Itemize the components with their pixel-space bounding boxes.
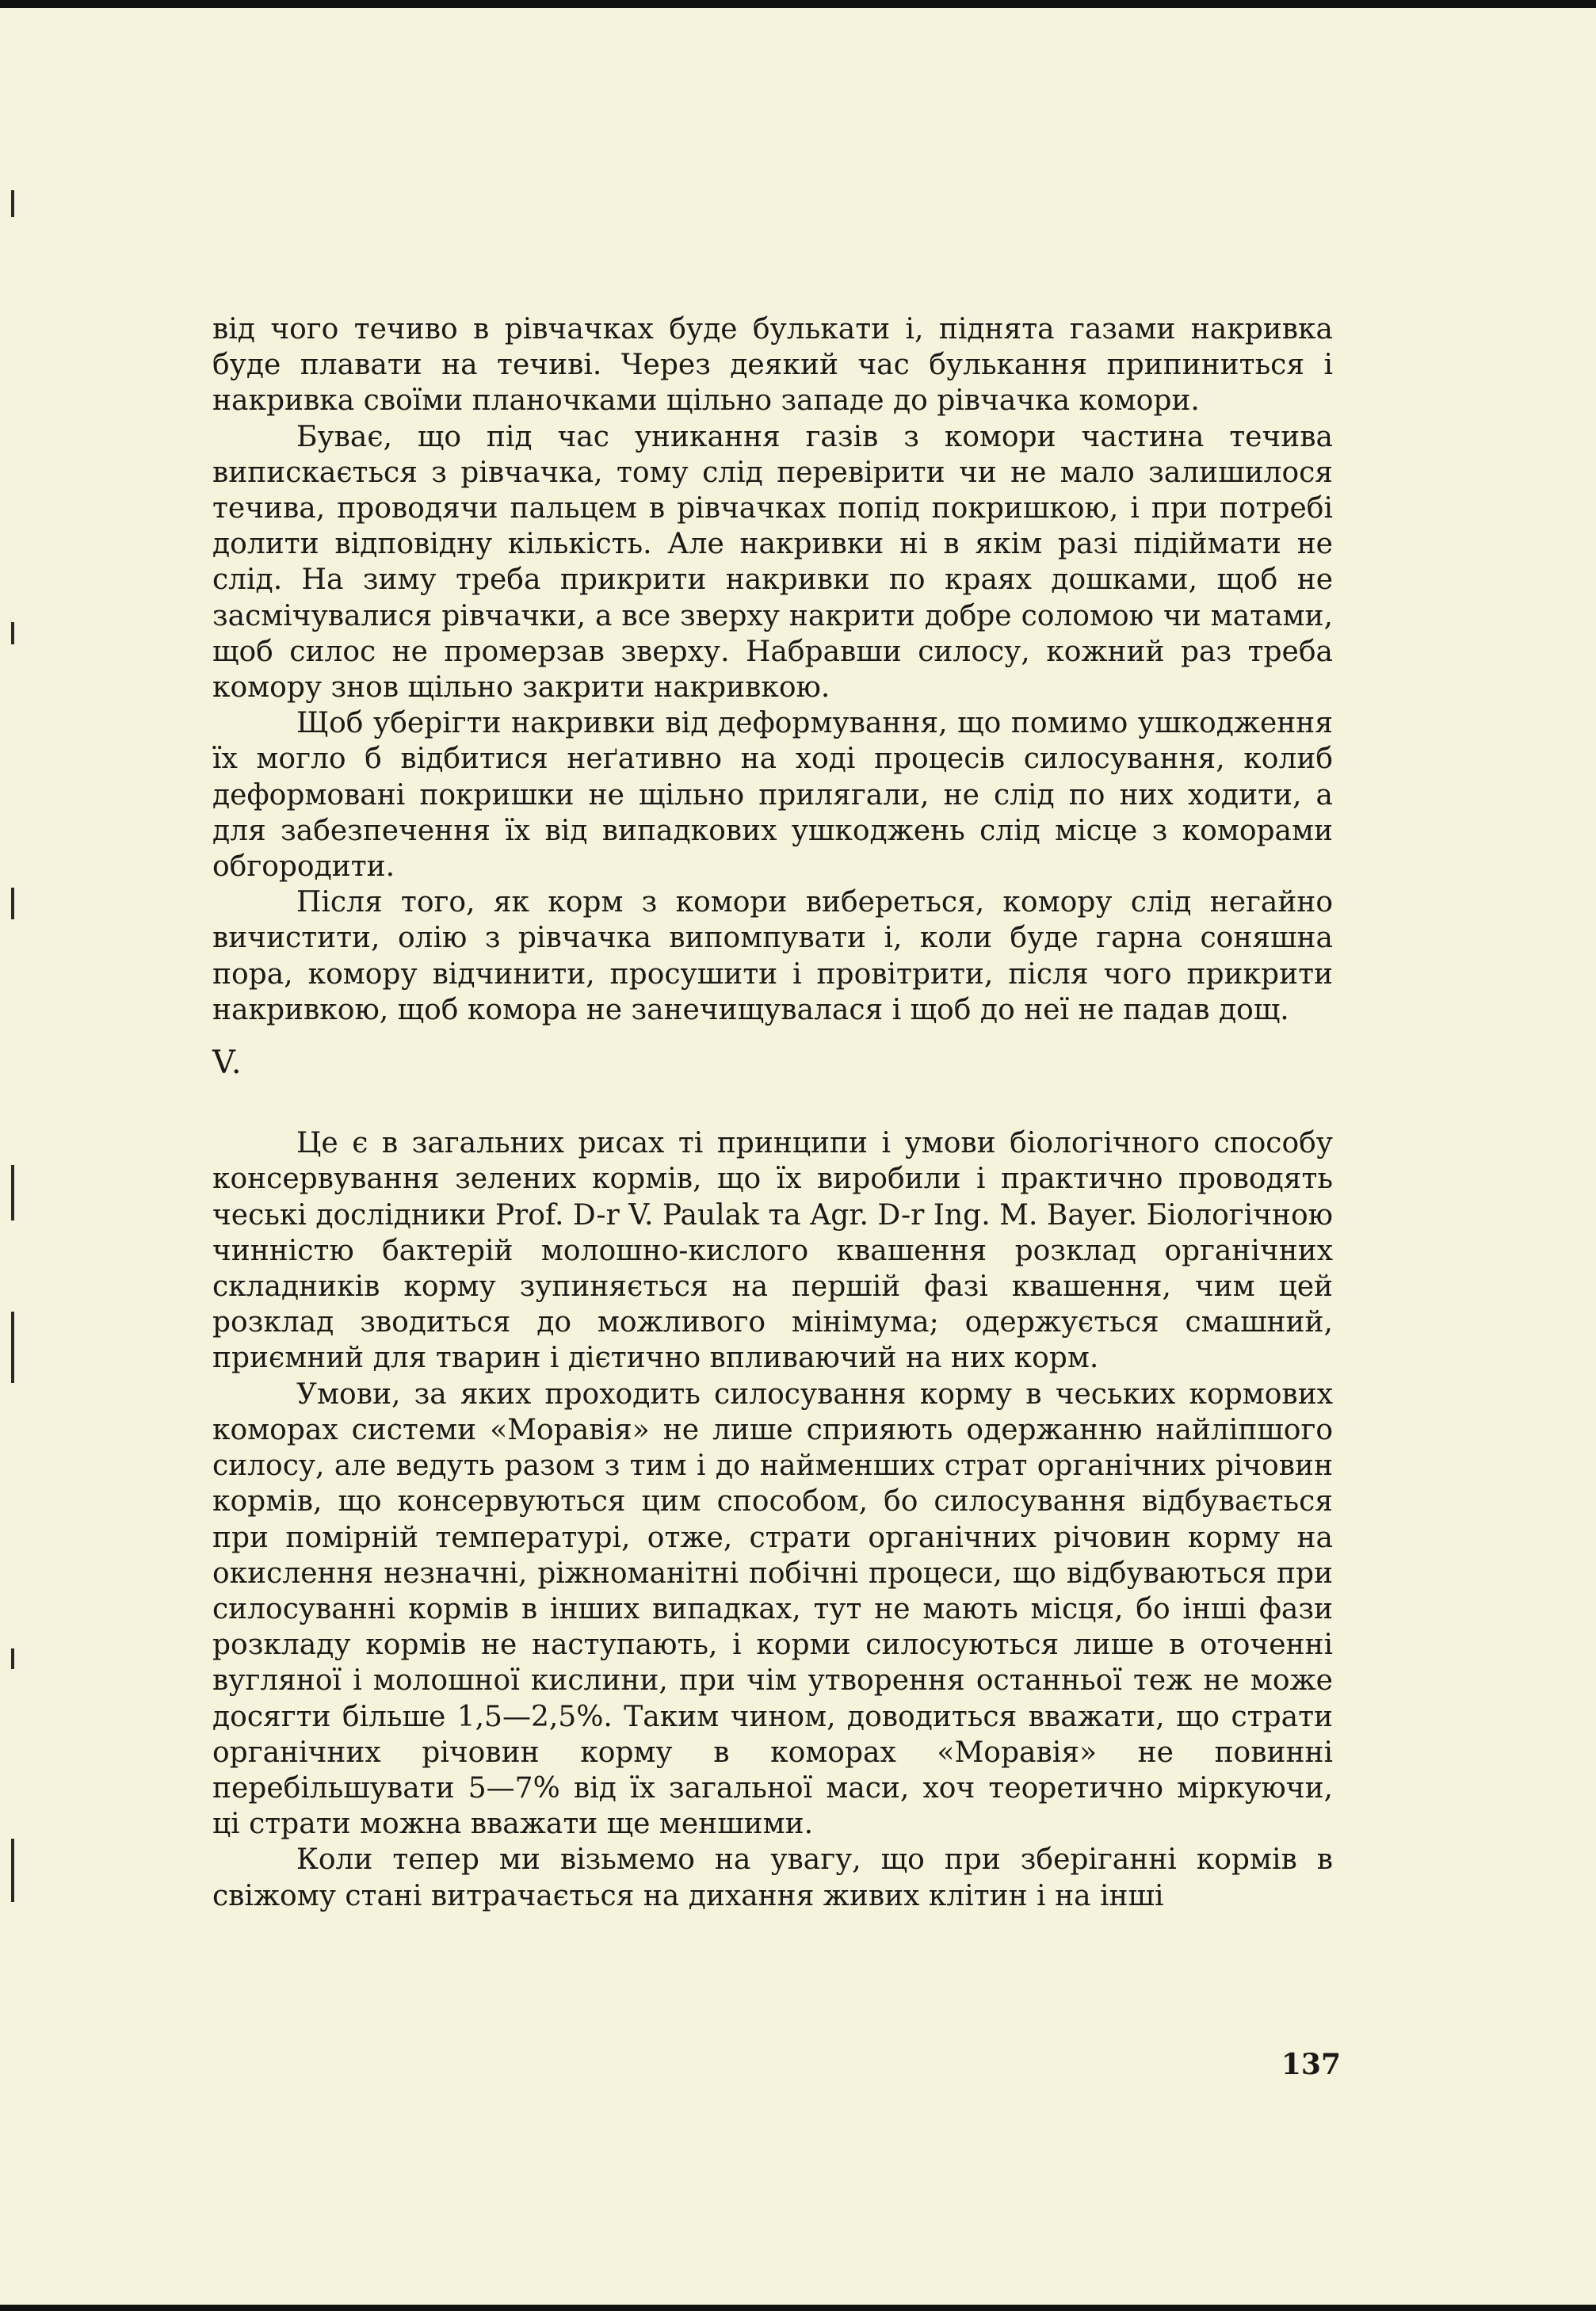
paragraph: Це є в загальних рисах ті принципи і умови біологічного способу консервування зелених кормів, що їх виробили і практично проводять чеські дослідники Prof. D-r V. Paulak та Agr. D-r Ing. M. Bayer. Біологічною чинністю бактерій молошно-кислого квашення розклад органічних складників корму зупиняється на першій фазі квашення, чим цей розклад зводиться до можливого мінімума; одержується смашний, приємний для тварин і дієтично впливаючий на них корм. — [212, 1127, 1333, 1375]
scan-top-edge — [0, 0, 1596, 8]
section-heading: V. — [212, 1045, 243, 1082]
page-number: 137 — [1281, 2048, 1341, 2081]
paragraph: Умови, за яких проходить силосування корму в чеських кормових коморах системи «Моравія» не лише сприяють одержанню найліпшого силосу, але ведуть разом з тим і до найменших страт органічних річовин кормів, що консервуються цим способом, бо силосування відбувається при помірній температурі, отже, страти органічних річовин корму на окислення незначні, ріжноманітні побічні процеси, що відбуваються при силосуванні кормів в інших випадках, тут не мають місця, бо інші фази розкладу кормів не наступають, і корми силосуються лише в оточенні вугляної і молошної кислини, при чім утворення останньої теж не може досягти більше 1,5—2,5%. Таким чином, доводиться вважати, що страти органічних річовин корму в коморах «Моравія» не повинні перебільшувати 5—7% від їх загальної маси, хоч теоретично міркуючи, ці страти можна вважати ще меншими. — [212, 1377, 1333, 1841]
paragraph: Коли тепер ми візьмемо на увагу, що при зберіганні кормів в свіжому стані витрачається на дихання живих клітин і на інші — [212, 1843, 1333, 1912]
scan-margin-mark — [11, 1839, 14, 1902]
paragraph: Буває, що під час уникання газів з комори частина течива випискається з рівчачка, тому слід перевірити чи не мало залишилося течива, проводячи пальцем в рівчачках попід покришкою, і при потребі долити відповідну кількість. Але накривки ні в якім разі підіймати не слід. На зиму треба прикрити накривки по краях дошками, щоб не засмічувалися рівчачки, а все зверху накрити добре соломою чи матами, щоб силос не промерзав зверху. Набравши силосу, кожний раз треба комору знов щільно закрити накривкою. — [212, 420, 1333, 705]
scan-margin-mark — [11, 1648, 14, 1669]
paragraph: Щоб уберігти накривки від деформування, що помимо ушкодження їх могло б відбитися неґативно на ході процесів силосування, колиб деформовані покришки не щільно прилягали, не слід по них ходити, а для забезпечення їх від випадкових ушкоджень слід місце з коморами обгородити. — [212, 707, 1333, 884]
paragraph: від чого течиво в рівчачках буде булькати і, піднята газами накривка буде плавати на течиві. Через деякий час булькання припиниться і накривка своїми планочками щільно западе до рівчачка комори. — [212, 313, 1333, 418]
scan-margin-mark — [11, 888, 14, 919]
scan-margin-mark — [11, 1312, 14, 1383]
scan-margin-mark — [11, 1165, 14, 1220]
paragraph: Після того, як корм з комори вибереться, комору слід негайно вичистити, олію з рівчачка випомпувати і, коли буде гарна соняшна пора, комору відчинити, просушити і провітрити, після чого прикрити накривкою, щоб комора не занечищувалася і щоб до неї не падав дощ. — [212, 886, 1333, 1026]
page-body — [212, 311, 1333, 1914]
scan-margin-mark — [11, 622, 14, 644]
scan-margin-mark — [11, 190, 14, 217]
scan-bottom-edge — [0, 2305, 1596, 2311]
